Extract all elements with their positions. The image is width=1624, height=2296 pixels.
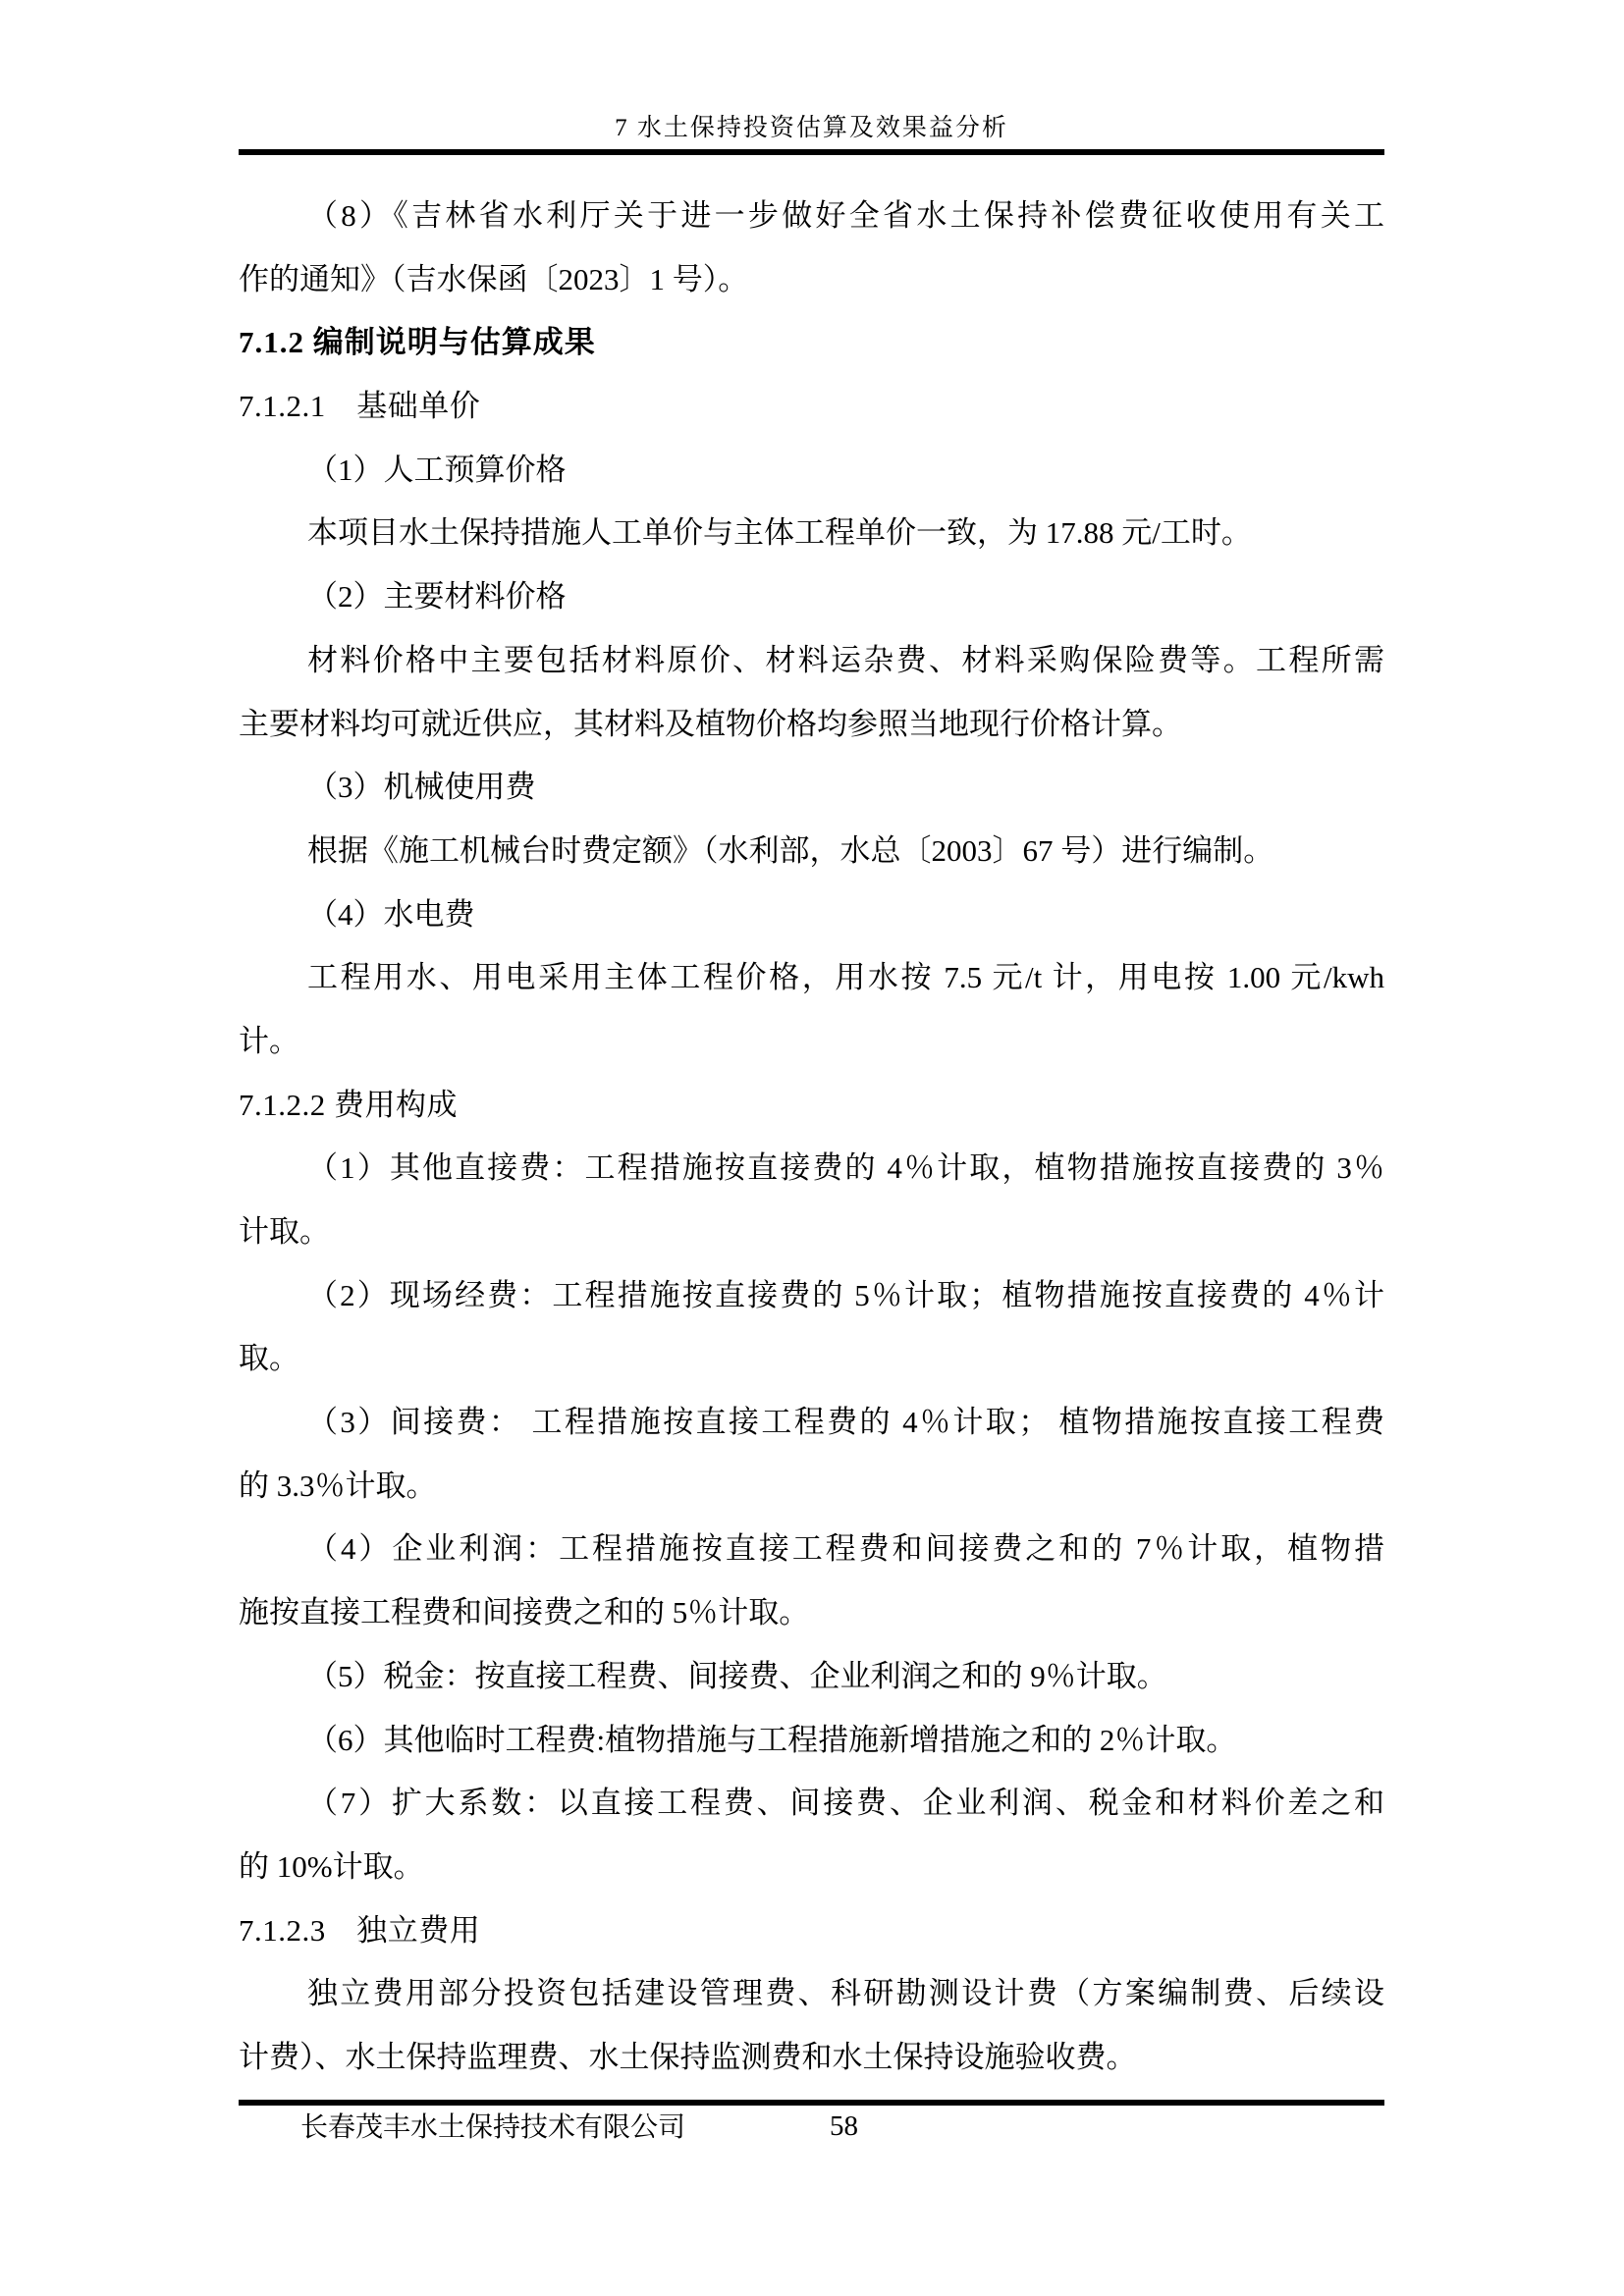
- body-text-line: （5）税金：按直接工程费、间接费、企业利润之和的 9％计取。: [307, 1658, 1167, 1693]
- body-text-line: 施按直接工程费和间接费之和的 5％计取。: [239, 1595, 810, 1630]
- body-text-line: 的 3.3％计取。: [239, 1468, 437, 1503]
- document-body: [239, 185, 1384, 2090]
- footer-rule: [239, 2100, 1384, 2106]
- body-text-line: （8）《吉林省水利厅关于进一步做好全省水土保持补偿费征收使用有关工: [307, 198, 1384, 233]
- body-text-line: （1）人工预算价格: [307, 452, 567, 487]
- header-rule: [239, 149, 1384, 155]
- body-text-line: （7）扩大系数：以直接工程费、间接费、企业利润、税金和材料价差之和: [307, 1786, 1384, 1821]
- body-text-line: 独立费用部分投资包括建设管理费、科研勘测设计费（方案编制费、后续设: [307, 1976, 1384, 2011]
- body-text-line: （4）水电费: [307, 896, 475, 932]
- subsection-heading: 7.1.2.1 基础单价: [239, 389, 481, 424]
- footer-company: 长春茂丰水土保持技术有限公司: [300, 2112, 686, 2143]
- subsection-heading: 7.1.2.3 独立费用: [239, 1912, 481, 1948]
- body-text-line: 计。: [239, 1023, 299, 1058]
- subsection-heading: 7.1.2.2 费用构成: [239, 1087, 458, 1122]
- body-text-line: 作的通知》（吉水保函〔2023〕1 号）。: [239, 261, 749, 296]
- body-text-line: 计费）、水土保持监理费、水土保持监测费和水土保持设施验收费。: [239, 2039, 1137, 2074]
- body-text-line: 取。: [239, 1341, 299, 1376]
- body-text-line: （2）主要材料价格: [307, 579, 567, 614]
- section-heading: 7.1.2 编制说明与估算成果: [239, 325, 596, 360]
- body-text-line: （3）机械使用费: [307, 770, 536, 805]
- body-text-line: （4）企业利润：工程措施按直接工程费和间接费之和的 7％计取，植物措: [307, 1531, 1384, 1567]
- body-text-line: （6）其他临时工程费:植物措施与工程措施新增措施之和的 2％计取。: [307, 1722, 1237, 1757]
- body-text-line: （1）其他直接费：工程措施按直接费的 4％计取，植物措施按直接费的 3％: [307, 1150, 1384, 1186]
- page-number: 58: [830, 2110, 858, 2142]
- body-text-line: 的 10%计取。: [239, 1848, 424, 1884]
- page-header-title: 7 水土保持投资估算及效果益分析: [615, 115, 1008, 141]
- body-text-line: 工程用水、用电采用主体工程价格，用水按 7.5 元/t 计，用电按 1.00 元/kwh: [307, 960, 1384, 995]
- body-text-line: 根据《施工机械台时费定额》（水利部，水总〔2003〕67 号）进行编制。: [307, 832, 1274, 868]
- body-text-line: （2）现场经费：工程措施按直接费的 5％计取；植物措施按直接费的 4％计: [307, 1277, 1384, 1312]
- body-text-line: （3）间接费： 工程措施按直接工程费的 4％计取； 植物措施按直接工程费: [307, 1405, 1384, 1440]
- body-text-line: 本项目水土保持措施人工单价与主体工程单价一致，为 17.88 元/工时。: [307, 515, 1252, 551]
- body-text-line: 计取。: [239, 1214, 330, 1249]
- body-text-line: 主要材料均可就近供应，其材料及植物价格均参照当地现行价格计算。: [239, 706, 1182, 741]
- body-text-line: 材料价格中主要包括材料原价、材料运杂费、材料采购保险费等。工程所需: [307, 642, 1384, 677]
